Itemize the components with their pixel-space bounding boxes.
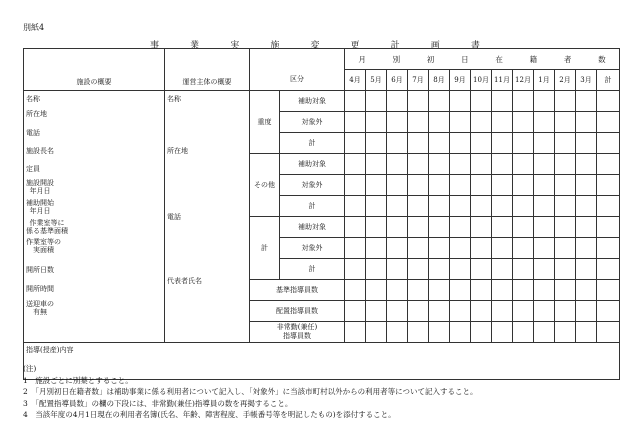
month-group-char: 初	[426, 54, 435, 64]
count-cell	[408, 259, 429, 280]
operator-field-label: 名称	[167, 95, 181, 103]
count-cell	[345, 301, 366, 322]
operator-overview-header: 運営主体の概要	[165, 49, 250, 91]
facility-field-label: 補助開始 年月日	[26, 199, 54, 215]
month-header: 12月	[513, 70, 534, 91]
count-cell	[555, 217, 576, 238]
count-cell	[492, 133, 513, 154]
count-cell	[345, 322, 366, 343]
count-cell	[492, 217, 513, 238]
count-cell	[408, 322, 429, 343]
count-cell	[429, 280, 450, 301]
count-cell	[492, 259, 513, 280]
count-cell	[597, 238, 620, 259]
month-group-char: 日	[461, 54, 469, 64]
count-cell	[366, 280, 387, 301]
facility-field-label: 所在地	[26, 110, 47, 118]
count-cell	[429, 217, 450, 238]
month-header: 計	[597, 70, 620, 91]
count-cell	[450, 133, 471, 154]
count-cell	[597, 154, 620, 175]
title-char: 書	[470, 41, 480, 51]
count-cell	[513, 259, 534, 280]
month-header: 7月	[408, 70, 429, 91]
count-cell	[492, 322, 513, 343]
count-cell	[576, 91, 597, 112]
count-cell	[471, 196, 492, 217]
title-char: 業	[190, 41, 200, 51]
count-cell	[345, 238, 366, 259]
count-cell	[555, 91, 576, 112]
count-cell	[471, 238, 492, 259]
count-cell	[597, 175, 620, 196]
facility-field-label: 開所時間	[26, 285, 54, 293]
facility-field-label: 開所日数	[26, 266, 54, 274]
count-cell	[366, 133, 387, 154]
count-cell	[534, 322, 555, 343]
month-header: 9月	[450, 70, 471, 91]
count-cell	[576, 133, 597, 154]
count-cell	[450, 322, 471, 343]
count-cell	[534, 238, 555, 259]
count-cell	[408, 112, 429, 133]
count-cell	[471, 91, 492, 112]
count-cell	[534, 133, 555, 154]
subcategory-label: 補助対象	[280, 217, 345, 238]
month-header: 10月	[471, 70, 492, 91]
count-cell	[408, 238, 429, 259]
count-cell	[534, 112, 555, 133]
note-item: 1 施設ごとに別葉とすること。	[23, 375, 133, 385]
subcategory-label: 計	[280, 133, 345, 154]
count-cell	[492, 112, 513, 133]
title-char: 更	[350, 41, 360, 51]
count-cell	[534, 301, 555, 322]
count-cell	[471, 301, 492, 322]
month-header: 1月	[534, 70, 555, 91]
count-cell	[387, 154, 408, 175]
operator-field-label: 所在地	[167, 147, 188, 155]
count-cell	[513, 112, 534, 133]
count-cell	[471, 259, 492, 280]
count-cell	[345, 112, 366, 133]
count-cell	[471, 154, 492, 175]
category-blank-cell	[250, 49, 345, 70]
count-cell	[429, 133, 450, 154]
count-cell	[471, 280, 492, 301]
count-cell	[555, 259, 576, 280]
title-char: 施	[270, 41, 280, 51]
count-cell	[345, 280, 366, 301]
count-cell	[555, 133, 576, 154]
month-group-char: 在	[495, 54, 503, 64]
subcategory-label: 対象外	[280, 175, 345, 196]
count-cell	[387, 322, 408, 343]
count-cell	[597, 322, 620, 343]
count-cell	[576, 322, 597, 343]
count-cell	[576, 175, 597, 196]
note-item: 4 当該年度の4月1日現在の利用者名簿(氏名、年齢、障害程度、手帳番号等を明記したもの)を添付すること。	[23, 410, 396, 419]
count-cell	[429, 259, 450, 280]
count-cell	[576, 238, 597, 259]
count-cell	[429, 154, 450, 175]
count-cell	[408, 91, 429, 112]
note-item: 2 「月別初日在籍者数」は補助事業に係る利用者について記入し、「対象外」に当該市町村以外からの利用者等について記入すること。	[23, 387, 478, 396]
count-cell	[387, 217, 408, 238]
count-cell	[387, 175, 408, 196]
count-cell	[345, 133, 366, 154]
facility-field-label: 名称	[26, 95, 40, 103]
title-char: 事	[150, 41, 160, 51]
count-cell	[366, 301, 387, 322]
count-cell	[450, 238, 471, 259]
count-cell	[534, 259, 555, 280]
facility-field-label: 送迎車の 有無	[26, 300, 54, 316]
count-cell	[576, 154, 597, 175]
count-cell	[555, 322, 576, 343]
count-cell	[492, 196, 513, 217]
month-group-char: 数	[598, 54, 606, 64]
count-cell	[555, 112, 576, 133]
count-cell	[576, 196, 597, 217]
month-header: 8月	[429, 70, 450, 91]
month-group-char: 籍	[529, 54, 538, 64]
count-cell	[597, 280, 620, 301]
count-cell	[429, 322, 450, 343]
count-cell	[492, 301, 513, 322]
count-cell	[513, 301, 534, 322]
subcategory-label: 補助対象	[280, 154, 345, 175]
notes-heading: (注)	[23, 364, 37, 373]
form-label: 別紙4	[23, 23, 45, 32]
count-cell	[534, 280, 555, 301]
facility-overview-header: 施設の概要	[24, 49, 165, 91]
count-cell	[534, 175, 555, 196]
count-cell	[555, 238, 576, 259]
count-cell	[555, 175, 576, 196]
month-header: 5月	[366, 70, 387, 91]
group-label: 重度	[250, 91, 280, 154]
category-header: 区分	[250, 70, 345, 91]
month-group-header	[345, 49, 620, 70]
count-cell	[429, 238, 450, 259]
guidance-content-label: 指導(授産)内容	[26, 346, 74, 354]
count-cell	[513, 280, 534, 301]
count-cell	[555, 196, 576, 217]
month-group-char: 月	[358, 54, 366, 64]
count-cell	[555, 154, 576, 175]
count-cell	[450, 196, 471, 217]
subcategory-label: 対象外	[280, 238, 345, 259]
operator-field-label: 電話	[167, 213, 181, 221]
count-cell	[492, 280, 513, 301]
count-cell	[345, 196, 366, 217]
count-cell	[492, 91, 513, 112]
count-cell	[534, 196, 555, 217]
count-cell	[387, 196, 408, 217]
count-cell	[408, 196, 429, 217]
count-cell	[345, 154, 366, 175]
count-cell	[534, 91, 555, 112]
count-cell	[513, 133, 534, 154]
count-cell	[408, 175, 429, 196]
count-cell	[555, 280, 576, 301]
notes-section	[23, 363, 477, 421]
count-cell	[534, 217, 555, 238]
count-cell	[366, 238, 387, 259]
count-cell	[408, 280, 429, 301]
month-header: 2月	[555, 70, 576, 91]
count-cell	[597, 217, 620, 238]
count-cell	[345, 217, 366, 238]
count-cell	[597, 133, 620, 154]
count-cell	[513, 217, 534, 238]
count-cell	[471, 133, 492, 154]
count-cell	[366, 175, 387, 196]
count-cell	[366, 154, 387, 175]
count-cell	[450, 175, 471, 196]
staff-row-label: 配置指導員数	[250, 301, 345, 322]
count-cell	[492, 238, 513, 259]
count-cell	[513, 322, 534, 343]
count-cell	[345, 91, 366, 112]
count-cell	[555, 301, 576, 322]
subcategory-label: 対象外	[280, 112, 345, 133]
staff-row-label: 基準指導員数	[250, 280, 345, 301]
count-cell	[387, 112, 408, 133]
facility-field-label: 定員	[26, 165, 40, 173]
month-group-char: 者	[563, 54, 572, 64]
note-item: 3 「配置指導員数」の欄の下段には、非常勤(兼任)指導員の数を再掲すること。	[23, 398, 293, 408]
count-cell	[429, 175, 450, 196]
count-cell	[576, 112, 597, 133]
count-cell	[576, 217, 597, 238]
facility-fields-cell	[24, 91, 165, 343]
count-cell	[576, 301, 597, 322]
plan-table	[23, 48, 620, 380]
count-cell	[408, 133, 429, 154]
count-cell	[471, 175, 492, 196]
operator-field-label: 代表者氏名	[167, 277, 202, 285]
count-cell	[345, 259, 366, 280]
count-cell	[450, 154, 471, 175]
count-cell	[408, 301, 429, 322]
count-cell	[513, 238, 534, 259]
count-cell	[576, 280, 597, 301]
count-cell	[387, 259, 408, 280]
count-cell	[471, 217, 492, 238]
subcategory-label: 補助対象	[280, 91, 345, 112]
title-char: 画	[430, 41, 440, 51]
count-cell	[429, 91, 450, 112]
count-cell	[366, 112, 387, 133]
count-cell	[450, 217, 471, 238]
count-cell	[597, 301, 620, 322]
count-cell	[408, 154, 429, 175]
count-cell	[345, 175, 366, 196]
month-header: 6月	[387, 70, 408, 91]
count-cell	[387, 301, 408, 322]
subcategory-label: 計	[280, 259, 345, 280]
count-cell	[429, 112, 450, 133]
count-cell	[597, 91, 620, 112]
title-char: 変	[310, 41, 320, 51]
facility-field-label: 作業室等に 係る基準面積	[26, 219, 68, 235]
count-cell	[429, 301, 450, 322]
count-cell	[492, 175, 513, 196]
count-cell	[450, 259, 471, 280]
count-cell	[429, 196, 450, 217]
title-char: 計	[390, 41, 400, 51]
count-cell	[513, 196, 534, 217]
count-cell	[387, 280, 408, 301]
count-cell	[534, 154, 555, 175]
count-cell	[387, 238, 408, 259]
count-cell	[387, 91, 408, 112]
title-char: 実	[230, 41, 240, 51]
count-cell	[366, 217, 387, 238]
count-cell	[450, 91, 471, 112]
count-cell	[366, 196, 387, 217]
count-cell	[387, 133, 408, 154]
subcategory-label: 計	[280, 196, 345, 217]
facility-field-label: 作業室等の 実面積	[26, 238, 61, 254]
count-cell	[471, 112, 492, 133]
count-cell	[513, 91, 534, 112]
count-cell	[492, 154, 513, 175]
facility-field-label: 電話	[26, 129, 40, 137]
count-cell	[597, 196, 620, 217]
month-group-char: 別	[392, 54, 401, 64]
count-cell	[471, 322, 492, 343]
count-cell	[366, 322, 387, 343]
staff-row-label: 非常勤(兼任) 指導員数	[250, 322, 345, 343]
operator-fields-cell	[165, 91, 250, 343]
count-cell	[366, 259, 387, 280]
count-cell	[576, 259, 597, 280]
count-cell	[597, 112, 620, 133]
group-label: その他	[250, 154, 280, 217]
group-label: 計	[250, 217, 280, 280]
month-header: 4月	[345, 70, 366, 91]
count-cell	[597, 259, 620, 280]
facility-field-label: 施設開設 年月日	[26, 179, 54, 195]
month-header: 11月	[492, 70, 513, 91]
count-cell	[366, 91, 387, 112]
count-cell	[450, 301, 471, 322]
facility-field-label: 施設長名	[26, 147, 54, 155]
count-cell	[408, 217, 429, 238]
count-cell	[513, 154, 534, 175]
count-cell	[450, 112, 471, 133]
month-header: 3月	[576, 70, 597, 91]
count-cell	[513, 175, 534, 196]
count-cell	[450, 280, 471, 301]
